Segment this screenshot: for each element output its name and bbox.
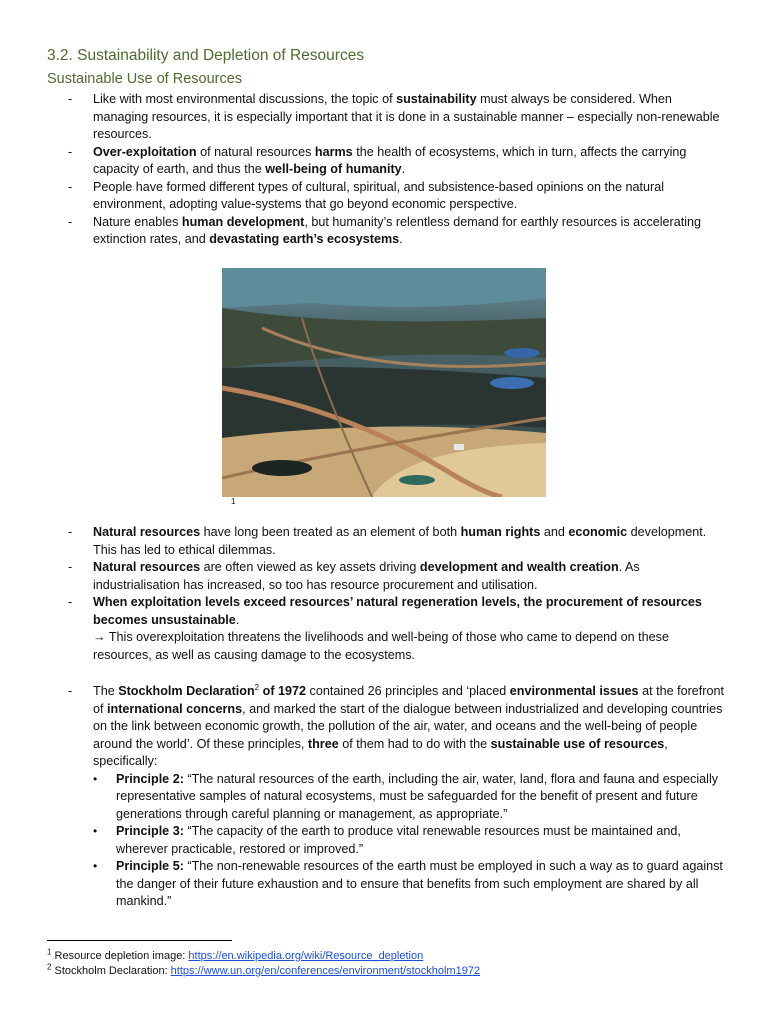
bullet-list-bottom — [0, 683, 768, 911]
footnote-1: $^1$ Resource depletion image: https://en.wikipedia.org/wiki/Resource_depletion — [47, 947, 424, 962]
principle-item: • Principle 5: “The non-renewable resources of the earth must be employed in such a way as to guard against the danger of their future exhaustion and to ensure that benefits from such employment are shared by all mankind.” — [93, 859, 723, 908]
list-item: - Nature enables human development, but humanity’s relentless demand for earthly resources is accelerating extinction rates, and devastating earth’s ecosystems. — [68, 214, 702, 246]
bullet-icon: • — [93, 824, 98, 838]
list-item: - Natural resources are often viewed as key assets driving development and wealth creation. As industrialisation has increased, so too has resource procurement and utilisation. — [68, 560, 640, 592]
list-item: - Natural resources have long been treated as an element of both human rights and economic development. This has led to ethical dilemmas. — [68, 525, 707, 557]
resource-depletion-image — [222, 268, 546, 497]
list-item: - People have formed different types of cultural, spiritual, and subsistence-based opinions on the natural environment, adopting value-systems that go beyond economic perspective. — [68, 179, 665, 211]
bullet-icon: • — [93, 859, 98, 873]
list-item: - Like with most environmental discussions, the topic of sustainability must always be considered. When managing resources, it is especially important that it is done in a sustainable manner – especially non-renewable resources. — [68, 92, 720, 141]
image-footnote-marker: 1 — [231, 497, 236, 506]
footnote-link[interactable]: https://en.wikipedia.org/wiki/Resource_depletion — [188, 950, 424, 962]
arrow-icon: → — [93, 630, 106, 644]
footnote-link[interactable]: https://www.un.org/en/conferences/environment/stockholm1972 — [170, 965, 481, 977]
footnote-divider — [47, 940, 232, 941]
list-item: - When exploitation levels exceed resources’ natural regeneration levels, the procurement of resources becomes unsustainable. → This overexploitation threatens the livelihoods and well-being of those who came to depend on these resources, as well as causing damage to the ecosystems. — [68, 595, 702, 662]
bullet-list-top — [0, 91, 768, 249]
list-item: - The Stockholm Declaration$^2$ of 1972 contained 26 principles and ‘placed environmental issues at the forefront of international concerns, and marked the start of the dialogue between industrialized and developing countries on the link between economic growth, the pollution of the air, water, and oceans and the well-being of people around the world’. Of these principles, three of them had to do with the sustainable use of resources, specifically: — [68, 682, 724, 768]
list-item: - Over-exploitation of natural resources harms the health of ecosystems, which in turn, affects the carrying capacity of earth, and thus the well-being of humanity. — [68, 144, 687, 176]
footnote-2: $^2$ Stockholm Declaration: https://www.un.org/en/conferences/environment/stockholm1972 — [47, 962, 481, 977]
subsection-heading: Sustainable Use of Resources — [47, 71, 243, 87]
bullet-list-middle — [0, 524, 768, 664]
section-heading: 3.2. Sustainability and Depletion of Resources — [47, 47, 365, 64]
principle-item: • Principle 2: “The natural resources of the earth, including the air, water, land, flora and fauna and especially representative samples of natural ecosystems, must be safeguarded for the benefit of present and future generations through careful planning or management, as appropriate.” — [93, 771, 719, 821]
principle-item: • Principle 3: “The capacity of the earth to produce vital renewable resources must be maintained and, wherever practicable, restored or improved.” — [93, 824, 681, 856]
bullet-icon: • — [93, 771, 98, 786]
